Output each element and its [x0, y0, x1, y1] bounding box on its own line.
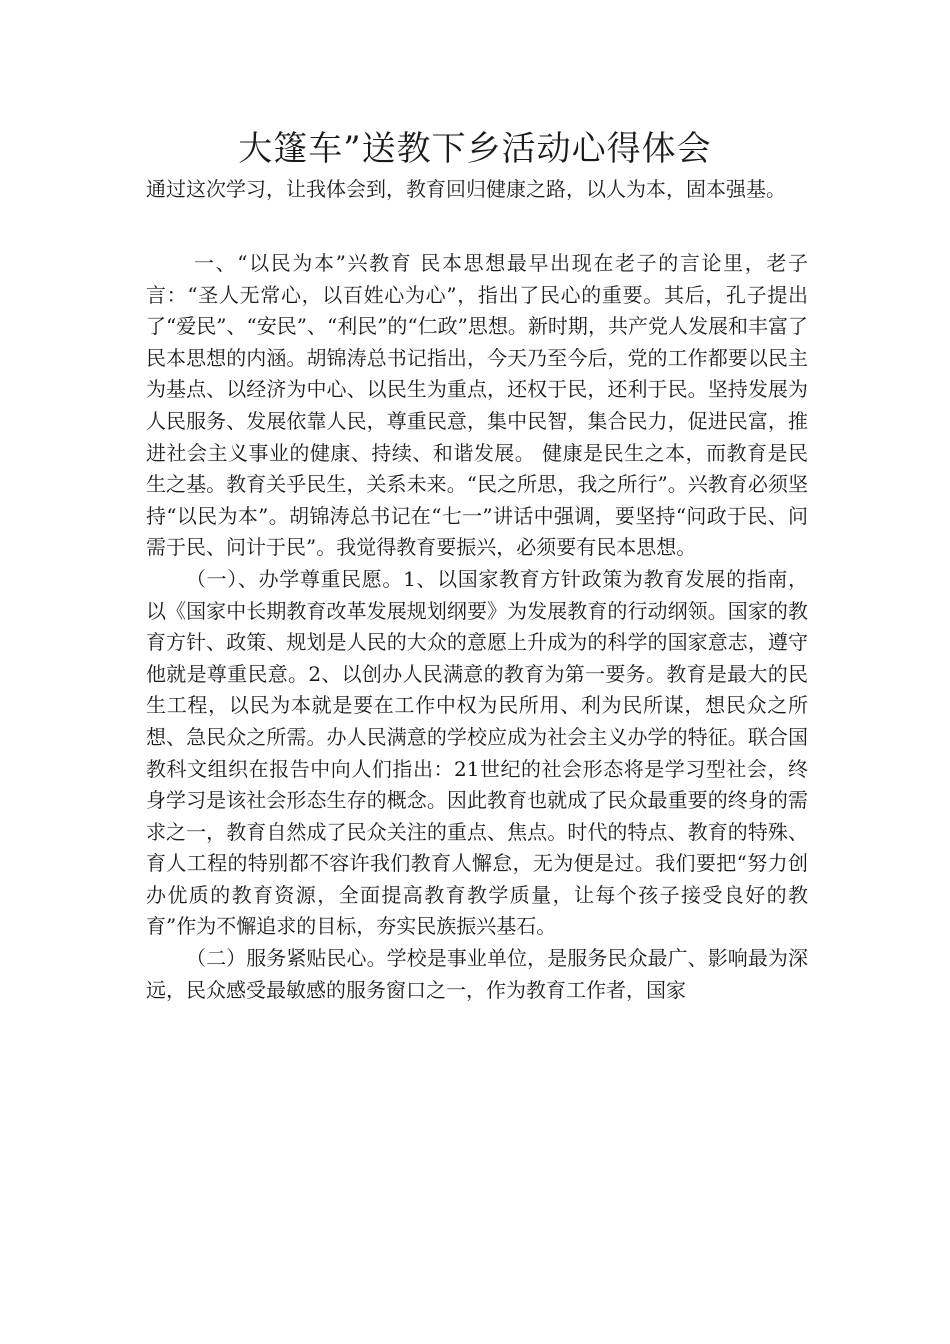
document-subtitle: 通过这次学习，让我体会到，教育回归健康之路，以人为本，固本强基。 [146, 177, 786, 201]
document-title: 大篷车”送教下乡活动心得体会 [238, 129, 712, 169]
paragraph-3: （二）服务紧贴民心。学校是事业单位，是服务民众最广、影响最为深远，民众感受最敏感的服务窗口之一，作为教育工作者，国家 [146, 946, 808, 1002]
paragraph-2: （一）、办学尊重民愿。1、以国家教育方针政策为教育发展的指南，以《国家中长期教育改革发展规划纲要》为发展教育的行动纲领。国家的教育方针、政策、规划是人民的大众的意愿上升成为的科学的国家意志，遵守他就是尊重民意。2、以创办人民满意的教育为第一要务。教育是最大的民生工程，以民为本就是要在工作中权为民所用、利为民所谋，想民众之所想、急民众之所需。办人民满意的学校应成为社会主义办学的特征。联合国教科文组织在报告中向人们指出：21世纪的社会形态将是学习型社会，终身学习是该社会形态生存的概念。因此教育也就成了民众最重要的终身的需求之一，教育自然成了民众关注的重点、焦点。时代的特点、教育的特殊、育人工程的特别都不容许我们教育人懈怠，无为便是过。我们要把“努力创办优质的教育资源，全面提高教育教学质量，让每个孩子接受良好的教育”作为不懈追求的目标，夯实民族振兴基石。 [146, 566, 808, 939]
document-body [146, 248, 808, 1006]
paragraph-1: 一、“以民为本”兴教育 民本思想最早出现在老子的言论里，老子言：“圣人无常心，以百姓心为心”，指出了民心的重要。其后，孔子提出了“爱民”、“安民”、“利民”的“仁政”思想。新时期，共产党人发展和丰富了民本思想的内涵。胡锦涛总书记指出，今天乃至今后，党的工作都要以民主为基点、以经济为中心、以民生为重点，还权于民，还利于民。坚持发展为人民服务、发展依靠人民，尊重民意，集中民智，集合民力，促进民富，推进社会主义事业的健康、持续、和谐发展。 健康是民生之本，而教育是民生之基。教育关乎民生，关系未来。“民之所思，我之所行”。兴教育必须坚持“以民为本”。胡锦涛总书记在“七一”讲话中强调，要坚持“问政于民、问需于民、问计于民”。我觉得教育要振兴，必须要有民本思想。 [146, 251, 808, 560]
